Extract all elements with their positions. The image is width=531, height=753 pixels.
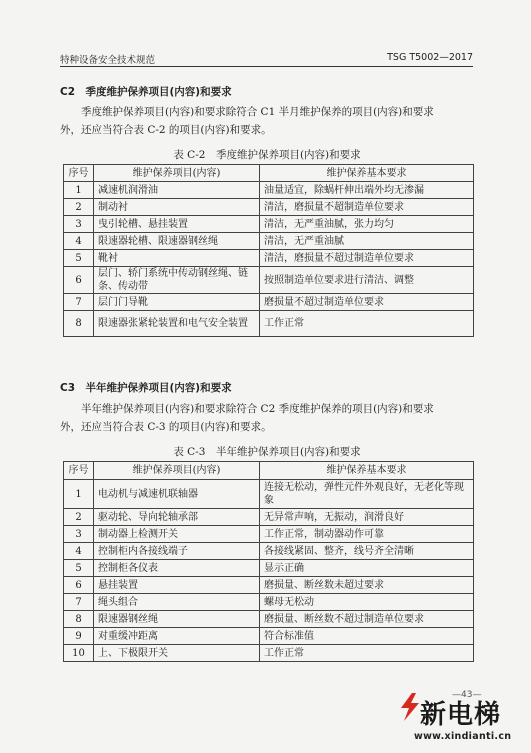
table-row — [64, 216, 474, 233]
table-row — [64, 250, 474, 267]
item-cell: 绳头组合 — [94, 594, 260, 611]
item-cell: 制动器上检测开关 — [94, 526, 260, 543]
table-row — [64, 526, 474, 543]
item-cell: 层门、轿门系统中传动钢丝绳、链条、传动带 — [94, 267, 260, 294]
item-cell: 制动衬 — [94, 199, 260, 216]
requirement-cell: 磨损量不超过制造单位要求 — [260, 294, 474, 311]
item-cell: 控制柜各仪表 — [94, 560, 260, 577]
item-cell: 减速机润滑油 — [94, 182, 260, 199]
section-paragraph-c2 — [60, 103, 474, 139]
row-number-cell: 2 — [64, 199, 94, 216]
row-number-cell: 10 — [64, 645, 94, 662]
page-number: —43— — [452, 690, 482, 700]
header-title: 特种设备安全技术规范 — [60, 55, 156, 66]
requirement-cell: 无异常声响，无振动，润滑良好 — [260, 509, 474, 526]
row-number-cell: 3 — [64, 526, 94, 543]
table-row — [64, 311, 474, 337]
row-number-cell: 6 — [64, 577, 94, 594]
column-header: 维护保养项目(内容) — [94, 165, 260, 182]
watermark-url: www.xindianti.cn — [414, 731, 512, 742]
table-row — [64, 233, 474, 250]
requirement-cell: 工作正常，制动器动作可靠 — [260, 526, 474, 543]
row-number-cell: 8 — [64, 311, 94, 337]
table-c3 — [63, 461, 474, 662]
requirement-cell: 各接线紧固、整齐，线号齐全清晰 — [260, 543, 474, 560]
requirement-cell: 工作正常 — [260, 311, 474, 337]
table-header-row — [64, 462, 474, 480]
table-row — [64, 611, 474, 628]
column-header: 序号 — [64, 165, 94, 182]
requirement-cell: 清洁，无严重油腻 — [260, 233, 474, 250]
table-row — [64, 294, 474, 311]
requirement-cell: 显示正确 — [260, 560, 474, 577]
requirement-cell: 磨损量、断丝数未超过要求 — [260, 577, 474, 594]
table-row — [64, 480, 474, 509]
item-cell: 驱动轮、导向轮轴承部 — [94, 509, 260, 526]
item-cell: 限速器钢丝绳 — [94, 611, 260, 628]
column-header: 序号 — [64, 462, 94, 480]
item-cell: 层门门导靴 — [94, 294, 260, 311]
table-row — [64, 267, 474, 294]
row-number-cell: 1 — [64, 182, 94, 199]
paragraph-line: 半年维护保养项目(内容)和要求除符合 C2 季度维护保养的项目(内容)和要求 — [81, 403, 434, 415]
row-number-cell: 2 — [64, 509, 94, 526]
item-cell: 对重缓冲距离 — [94, 628, 260, 645]
requirement-cell: 油量适宜，除蜗杆伸出端外均无渗漏 — [260, 182, 474, 199]
table-row — [64, 182, 474, 199]
requirement-cell: 符合标准值 — [260, 628, 474, 645]
paragraph-line: 外，还应当符合表 C-3 的项目(内容)和要求。 — [60, 421, 272, 433]
row-number-cell: 4 — [64, 543, 94, 560]
item-cell: 靴衬 — [94, 250, 260, 267]
row-number-cell: 4 — [64, 233, 94, 250]
table-row — [64, 577, 474, 594]
row-number-cell: 5 — [64, 560, 94, 577]
paragraph-line: 季度维护保养项目(内容)和要求除符合 C1 半月维护保养的项目(内容)和要求 — [81, 106, 434, 118]
column-header: 维护保养基本要求 — [260, 165, 474, 182]
column-header: 维护保养项目(内容) — [94, 462, 260, 480]
row-number-cell: 9 — [64, 628, 94, 645]
row-number-cell: 6 — [64, 267, 94, 294]
row-number-cell: 5 — [64, 250, 94, 267]
section-paragraph-c3 — [60, 400, 474, 436]
table-caption-c2: 表 C-2 季度维护保养项目(内容)和要求 — [173, 149, 361, 161]
table-row — [64, 594, 474, 611]
section-heading-c3: C3 半年维护保养项目(内容)和要求 — [60, 382, 232, 394]
running-header — [60, 50, 473, 67]
item-cell: 上、下极限开关 — [94, 645, 260, 662]
row-number-cell: 8 — [64, 611, 94, 628]
table-row — [64, 199, 474, 216]
requirement-cell: 清洁，无严重油腻，张力均匀 — [260, 216, 474, 233]
header-code: TSG T5002—2017 — [387, 52, 473, 63]
row-number-cell: 1 — [64, 480, 94, 509]
requirement-cell: 螺母无松动 — [260, 594, 474, 611]
item-cell: 悬挂装置 — [94, 577, 260, 594]
paragraph-line: 外，还应当符合表 C-2 的项目(内容)和要求。 — [60, 124, 272, 136]
row-number-cell: 7 — [64, 594, 94, 611]
item-cell: 限速器张紧轮装置和电气安全装置 — [94, 311, 260, 337]
requirement-cell: 工作正常 — [260, 645, 474, 662]
requirement-cell: 清洁，磨损量不超制造单位要求 — [260, 199, 474, 216]
watermark-brand-name: 新电梯 — [420, 700, 502, 730]
section-heading-c2: C2 季度维护保养项目(内容)和要求 — [60, 86, 232, 98]
requirement-cell: 清洁，磨损量不超过制造单位要求 — [260, 250, 474, 267]
row-number-cell: 7 — [64, 294, 94, 311]
requirement-cell: 磨损量、断丝数不超过制造单位要求 — [260, 611, 474, 628]
table-row — [64, 543, 474, 560]
requirement-cell: 按照制造单位要求进行清洁、调整 — [260, 267, 474, 294]
row-number-cell: 3 — [64, 216, 94, 233]
item-cell: 控制柜内各接线端子 — [94, 543, 260, 560]
item-cell: 电动机与减速机联轴器 — [94, 480, 260, 509]
table-row — [64, 560, 474, 577]
item-cell: 限速器轮槽、限速器钢丝绳 — [94, 233, 260, 250]
table-c2 — [63, 164, 474, 337]
column-header: 维护保养基本要求 — [260, 462, 474, 480]
table-header-row — [64, 165, 474, 182]
table-row — [64, 645, 474, 662]
requirement-cell: 连接无松动，弹性元件外观良好，无老化等现象 — [260, 480, 474, 509]
item-cell: 曳引轮槽、悬挂装置 — [94, 216, 260, 233]
table-row — [64, 509, 474, 526]
table-row — [64, 628, 474, 645]
table-caption-c3: 表 C-3 半年维护保养项目(内容)和要求 — [173, 446, 361, 458]
